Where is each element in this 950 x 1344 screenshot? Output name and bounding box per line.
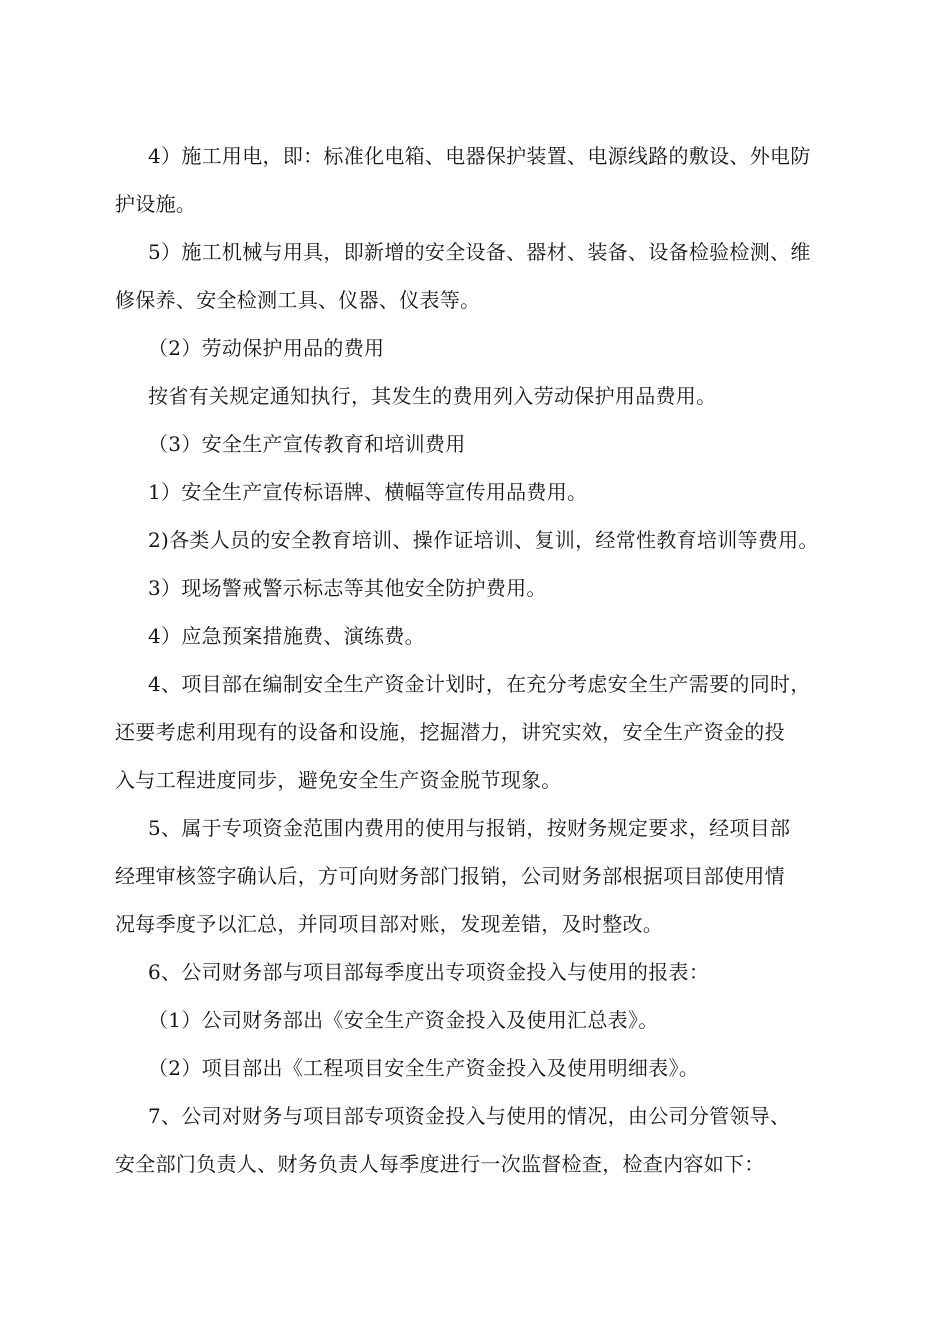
text-line-17: 况每季度予以汇总，并同项目部对账，发现差错，及时整改。 [115, 912, 664, 936]
text-line-15: 5、属于专项资金范围内费用的使用与报销，按财务规定要求，经项目部 [148, 816, 791, 840]
text-line-3: 5）施工机械与用具，即新增的安全设备、器材、装备、设备检验检测、维 [148, 240, 811, 264]
text-line-7: （3）安全生产宣传教育和培训费用 [148, 432, 466, 456]
text-line-21: 7、公司对财务与项目部专项资金投入与使用的情况，由公司分管领导、 [148, 1104, 791, 1128]
text-line-9: 2)各类人员的安全教育培训、操作证培训、复训，经常性教育培训等费用。 [148, 528, 819, 552]
text-line-6: 按省有关规定通知执行，其发生的费用列入劳动保护用品费用。 [148, 384, 717, 408]
text-line-13: 还要考虑利用现有的设备和设施，挖掘潜力，讲究实效，安全生产资金的投 [115, 720, 785, 744]
text-line-8: 1）安全生产宣传标语牌、横幅等宣传用品费用。 [148, 480, 588, 504]
text-line-2: 护设施。 [115, 192, 197, 216]
text-line-1: 4）施工用电，即：标准化电箱、电器保护装置、电源线路的敷设、外电防 [148, 144, 811, 168]
text-line-5: （2）劳动保护用品的费用 [148, 336, 385, 360]
text-line-20: （2）项目部出《工程项目安全生产资金投入及使用明细表》。 [148, 1056, 700, 1080]
text-line-22: 安全部门负责人、财务负责人每季度进行一次监督检查，检查内容如下： [115, 1152, 765, 1176]
text-line-19: （1）公司财务部出《安全生产资金投入及使用汇总表》。 [148, 1008, 659, 1032]
text-line-11: 4）应急预案措施费、演练费。 [148, 624, 425, 648]
text-line-4: 修保养、安全检测工具、仪器、仪表等。 [115, 288, 481, 312]
text-line-12: 4、项目部在编制安全生产资金计划时，在充分考虑安全生产需要的同时， [148, 672, 811, 696]
text-line-10: 3）现场警戒警示标志等其他安全防护费用。 [148, 576, 547, 600]
text-line-18: 6、公司财务部与项目部每季度出专项资金投入与使用的报表： [148, 960, 710, 984]
text-line-16: 经理审核签字确认后，方可向财务部门报销，公司财务部根据项目部使用情 [115, 864, 785, 888]
text-line-14: 入与工程进度同步，避免安全生产资金脱节现象。 [115, 768, 562, 792]
